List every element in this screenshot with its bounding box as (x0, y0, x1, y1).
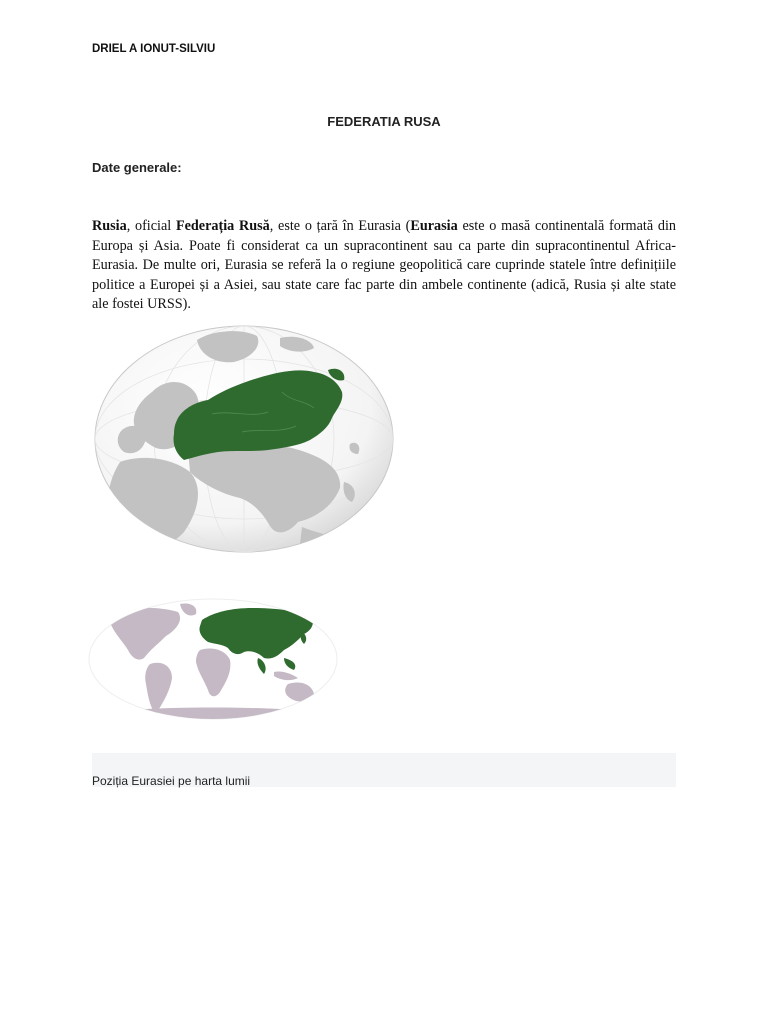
section-heading: Date generale: (92, 160, 182, 175)
author-name: DRIEL A IONUT-SILVIU (92, 43, 216, 55)
document-title: FEDERATIA RUSA (327, 114, 441, 129)
paragraph-text-3: este o masă continentală formată din Europa și Asia. Poate fi considerat ca un supracontinent sau ca parte din supracontinentul Africa-Eurasia. De multe ori, Eurasia se referă la o regiune geopolitică care cuprinde statele între definițiile politice a Europei și a Asiei, sau state care fac parte din ambele continente (adică, Rusia și alte state ale fostei URSS). (92, 218, 676, 313)
term-eurasia: Eurasia (410, 218, 458, 234)
paragraph-text-2: , este o țară în Eurasia ( (269, 218, 411, 234)
world-map-image (88, 598, 338, 720)
intro-paragraph (92, 217, 676, 315)
paragraph-text-1: , oficial (126, 218, 176, 234)
term-federatia-rusa: Federația Rusă (175, 218, 270, 234)
term-rusia: Rusia (92, 218, 127, 234)
globe-map-image (92, 322, 397, 557)
image-caption: Poziția Eurasiei pe harta lumii (92, 774, 251, 788)
